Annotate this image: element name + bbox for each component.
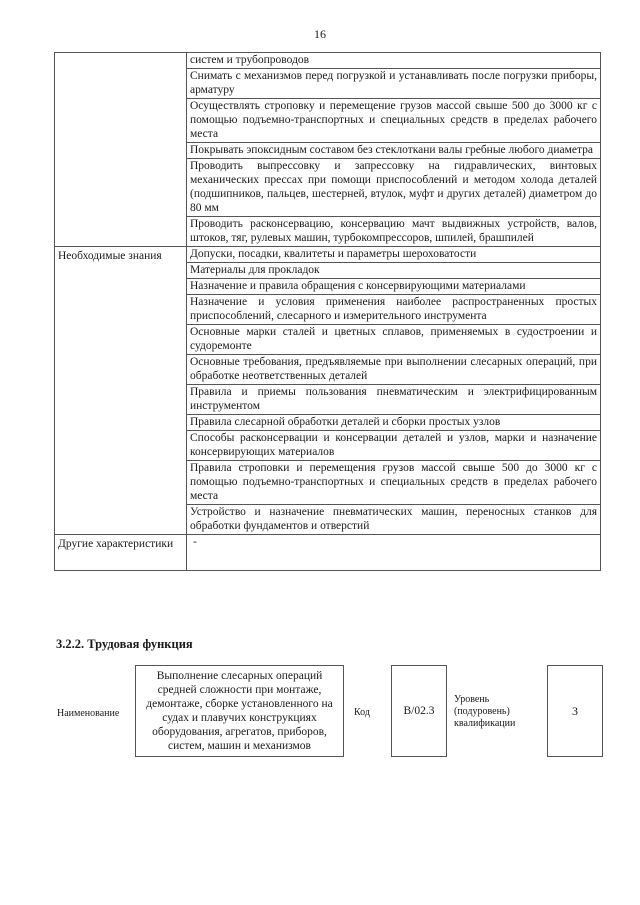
table-row xyxy=(55,535,601,571)
name-label: Наименование xyxy=(57,708,120,719)
row-content xyxy=(187,247,601,535)
list-item: Правила и приемы пользования пневматическим и электрифицированным инструментом xyxy=(187,385,600,415)
list-item: Устройство и назначение пневматических машин, переносных станков для обработки фундаментов и отверстий xyxy=(190,506,597,532)
requirements-table xyxy=(54,52,601,571)
level-label: Уровень (подуровень) квалификации xyxy=(454,694,516,729)
table-row xyxy=(55,247,601,535)
list-item: систем и трубопроводов xyxy=(187,53,600,69)
row-content xyxy=(187,535,601,571)
row-label xyxy=(55,53,187,247)
row-label: Необходимые знания xyxy=(55,247,187,535)
list-item: Основные марки сталей и цветных сплавов, применяемых в судостроении и судоремонте xyxy=(187,325,600,355)
list-item: Материалы для прокладок xyxy=(187,263,600,279)
list-item: Правила строповки и перемещения грузов массой свыше 500 до 3000 кг с помощью подъемно-транспортных и специальных средств в пределах рабочего места xyxy=(187,461,600,505)
list-item: - xyxy=(193,536,197,548)
list-item: Осуществлять строповку и перемещение грузов массой свыше 500 до 3000 кг с помощью подъемно-транспортных и специальных средств в пределах рабочего места xyxy=(187,99,600,143)
list-item: Покрывать эпоксидным составом без стеклоткани валы гребные любого диаметра xyxy=(187,143,600,159)
list-item: Проводить расконсервацию, консервацию мачт выдвижных устройств, валов, штоков, тяг, рулевых машин, турбокомпрессоров, шпилей, брашпилей xyxy=(190,218,597,244)
section-heading: 3.2.2. Трудовая функция xyxy=(56,637,193,651)
page-number: 16 xyxy=(314,27,326,41)
row-content xyxy=(187,53,601,247)
level-box: 3 xyxy=(547,665,603,757)
table-row xyxy=(55,53,601,247)
list-item: Допуски, посадки, квалитеты и параметры шероховатости xyxy=(187,247,600,263)
list-item: Основные требования, предъявляемые при выполнении слесарных операций, при обработке неответственных деталей xyxy=(187,355,600,385)
list-item: Проводить выпрессовку и запрессовку на гидравлических, винтовых механических прессах при помощи приспособлений и методом холода деталей (подшипников, пальцев, шестерней, втулок, муфт и других деталей) диаметром до 80 мм xyxy=(187,159,600,217)
list-item: Снимать с механизмов перед погрузкой и устанавливать после погрузки приборы, арматуру xyxy=(187,69,600,99)
code-box: B/02.3 xyxy=(391,665,447,757)
list-item: Назначение и условия применения наиболее распространенных простых приспособлений, слесарного и измерительного инструмента xyxy=(187,295,600,325)
code-label: Код xyxy=(354,707,370,718)
function-name-box: Выполнение слесарных операций средней сложности при монтаже, демонтаже, сборке установленного на судах и плавучих конструкциях оборудования, агрегатов, приборов, систем, машин и механизмов xyxy=(135,665,344,757)
list-item: Способы расконсервации и консервации деталей и узлов, марки и назначение консервирующих материалов xyxy=(187,431,600,461)
list-item: Назначение и правила обращения с консервирующими материалами xyxy=(187,279,600,295)
row-label: Другие характеристики xyxy=(55,535,187,571)
list-item: Правила слесарной обработки деталей и сборки простых узлов xyxy=(187,415,600,431)
